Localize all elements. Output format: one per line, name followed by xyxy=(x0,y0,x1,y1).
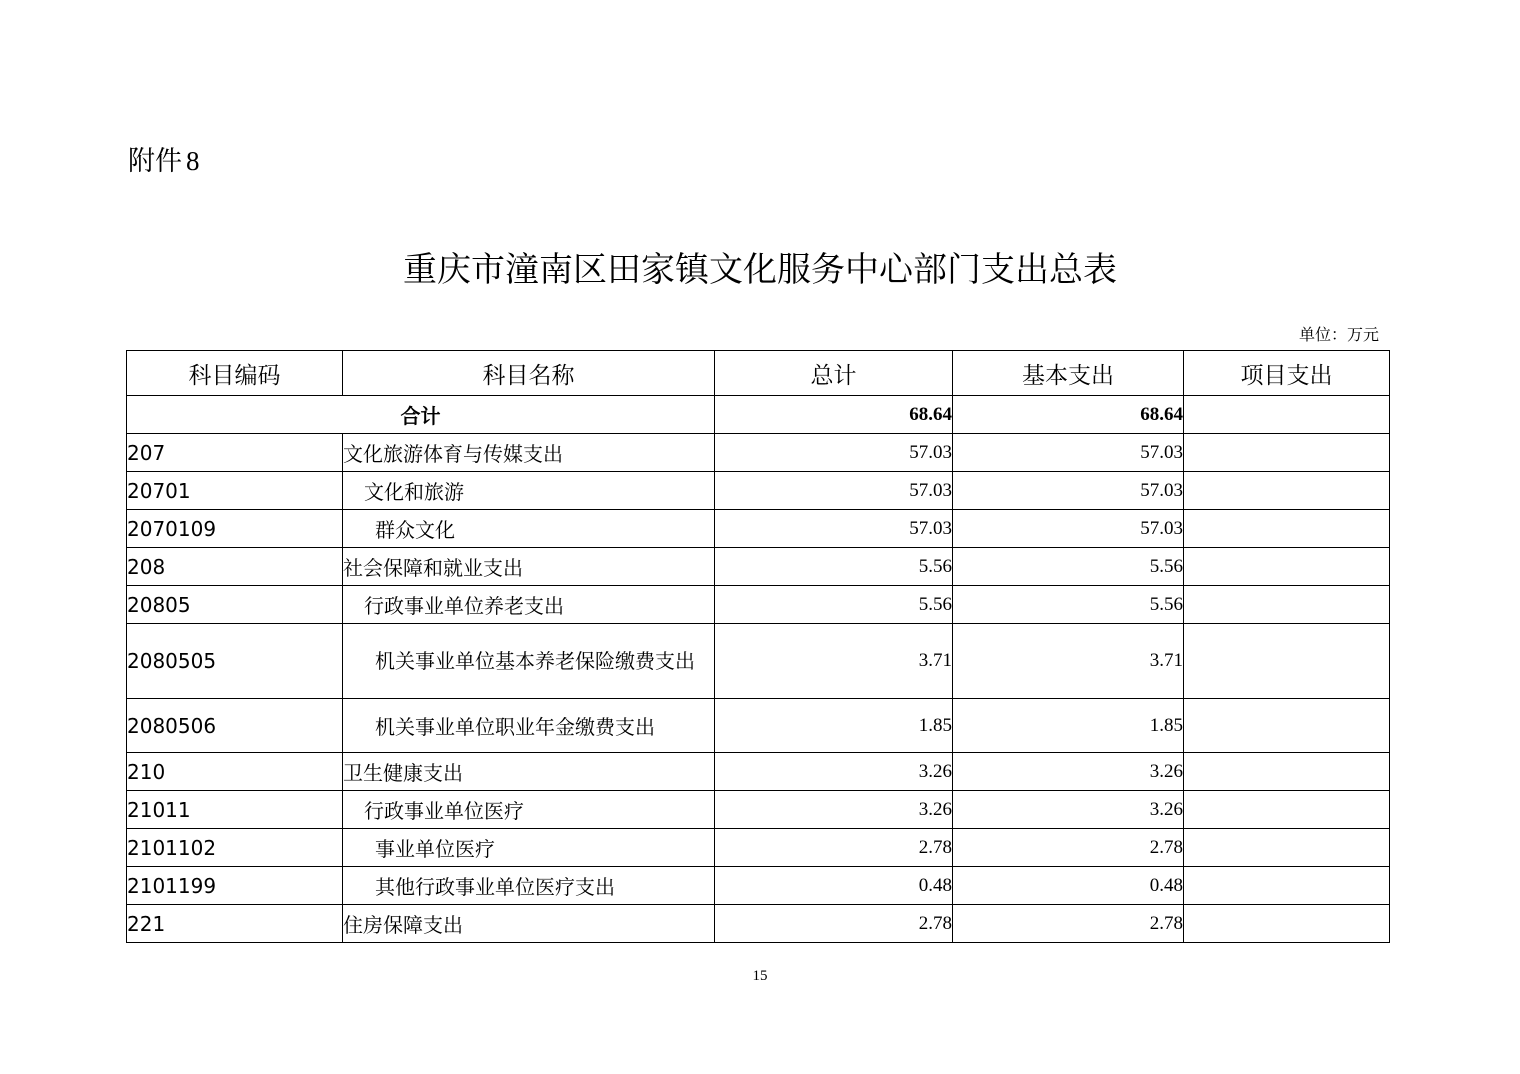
total-amount: 68.64 xyxy=(715,396,953,434)
table-row xyxy=(127,791,1390,829)
row-name: 其他行政事业单位医疗支出 xyxy=(343,867,715,905)
total-project xyxy=(1184,396,1390,434)
row-project xyxy=(1184,434,1390,472)
header-name: 科目名称 xyxy=(343,351,715,396)
row-total: 57.03 xyxy=(715,510,953,548)
row-total: 5.56 xyxy=(715,586,953,624)
row-basic: 2.78 xyxy=(953,829,1184,867)
row-code: 21011 xyxy=(127,791,343,829)
row-code: 207 xyxy=(127,434,343,472)
row-project xyxy=(1184,867,1390,905)
table-row xyxy=(127,905,1390,943)
page-number: 15 xyxy=(752,968,768,984)
row-name: 行政事业单位养老支出 xyxy=(343,586,715,624)
row-basic: 2.78 xyxy=(953,905,1184,943)
row-name: 社会保障和就业支出 xyxy=(343,548,715,586)
row-total: 57.03 xyxy=(715,434,953,472)
row-basic: 3.71 xyxy=(953,624,1184,699)
row-code: 2101102 xyxy=(127,829,343,867)
row-name: 机关事业单位基本养老保险缴费支出 xyxy=(343,624,715,699)
row-project xyxy=(1184,586,1390,624)
attachment-number: 8 xyxy=(186,146,200,176)
row-basic: 5.56 xyxy=(953,586,1184,624)
row-project xyxy=(1184,753,1390,791)
table-header-row xyxy=(127,351,1390,396)
row-name: 文化和旅游 xyxy=(343,472,715,510)
row-project xyxy=(1184,548,1390,586)
row-name: 群众文化 xyxy=(343,510,715,548)
row-project xyxy=(1184,624,1390,699)
table-row xyxy=(127,753,1390,791)
row-project xyxy=(1184,905,1390,943)
row-basic: 57.03 xyxy=(953,510,1184,548)
row-project xyxy=(1184,699,1390,753)
header-total: 总计 xyxy=(715,351,953,396)
row-total: 2.78 xyxy=(715,829,953,867)
row-basic: 57.03 xyxy=(953,434,1184,472)
row-code: 2101199 xyxy=(127,867,343,905)
row-code: 20805 xyxy=(127,586,343,624)
row-code: 2080505 xyxy=(127,624,343,699)
table-row xyxy=(127,699,1390,753)
header-basic: 基本支出 xyxy=(953,351,1184,396)
row-project xyxy=(1184,791,1390,829)
row-code: 2080506 xyxy=(127,699,343,753)
table-row xyxy=(127,586,1390,624)
row-total: 5.56 xyxy=(715,548,953,586)
row-project xyxy=(1184,472,1390,510)
header-code: 科目编码 xyxy=(127,351,343,396)
header-project: 项目支出 xyxy=(1184,351,1390,396)
row-project xyxy=(1184,510,1390,548)
document-title: 重庆市潼南区田家镇文化服务中心部门支出总表 xyxy=(403,250,1117,290)
row-code: 20701 xyxy=(127,472,343,510)
row-total: 0.48 xyxy=(715,867,953,905)
table-row xyxy=(127,472,1390,510)
row-basic: 0.48 xyxy=(953,867,1184,905)
row-name: 机关事业单位职业年金缴费支出 xyxy=(343,699,715,753)
row-total: 3.26 xyxy=(715,753,953,791)
row-name: 文化旅游体育与传媒支出 xyxy=(343,434,715,472)
row-basic: 57.03 xyxy=(953,472,1184,510)
row-basic: 3.26 xyxy=(953,753,1184,791)
row-project xyxy=(1184,829,1390,867)
row-total: 3.26 xyxy=(715,791,953,829)
row-code: 2070109 xyxy=(127,510,343,548)
row-name: 事业单位医疗 xyxy=(343,829,715,867)
row-name: 卫生健康支出 xyxy=(343,753,715,791)
row-code: 221 xyxy=(127,905,343,943)
table-row xyxy=(127,510,1390,548)
table-row xyxy=(127,434,1390,472)
row-basic: 5.56 xyxy=(953,548,1184,586)
row-total: 1.85 xyxy=(715,699,953,753)
attachment-label-text: 附件 xyxy=(128,146,182,177)
expenditure-table xyxy=(126,350,1390,943)
row-total: 3.71 xyxy=(715,624,953,699)
table-row xyxy=(127,867,1390,905)
total-row xyxy=(127,396,1390,434)
row-name: 住房保障支出 xyxy=(343,905,715,943)
table-row xyxy=(127,548,1390,586)
total-label: 合计 xyxy=(127,396,715,434)
row-basic: 1.85 xyxy=(953,699,1184,753)
row-total: 2.78 xyxy=(715,905,953,943)
row-basic: 3.26 xyxy=(953,791,1184,829)
unit-label: 单位：万元 xyxy=(1298,325,1379,344)
row-total: 57.03 xyxy=(715,472,953,510)
row-code: 210 xyxy=(127,753,343,791)
table-row xyxy=(127,829,1390,867)
attachment-label xyxy=(128,143,200,180)
row-code: 208 xyxy=(127,548,343,586)
total-basic: 68.64 xyxy=(953,396,1184,434)
row-name: 行政事业单位医疗 xyxy=(343,791,715,829)
table-row xyxy=(127,624,1390,699)
